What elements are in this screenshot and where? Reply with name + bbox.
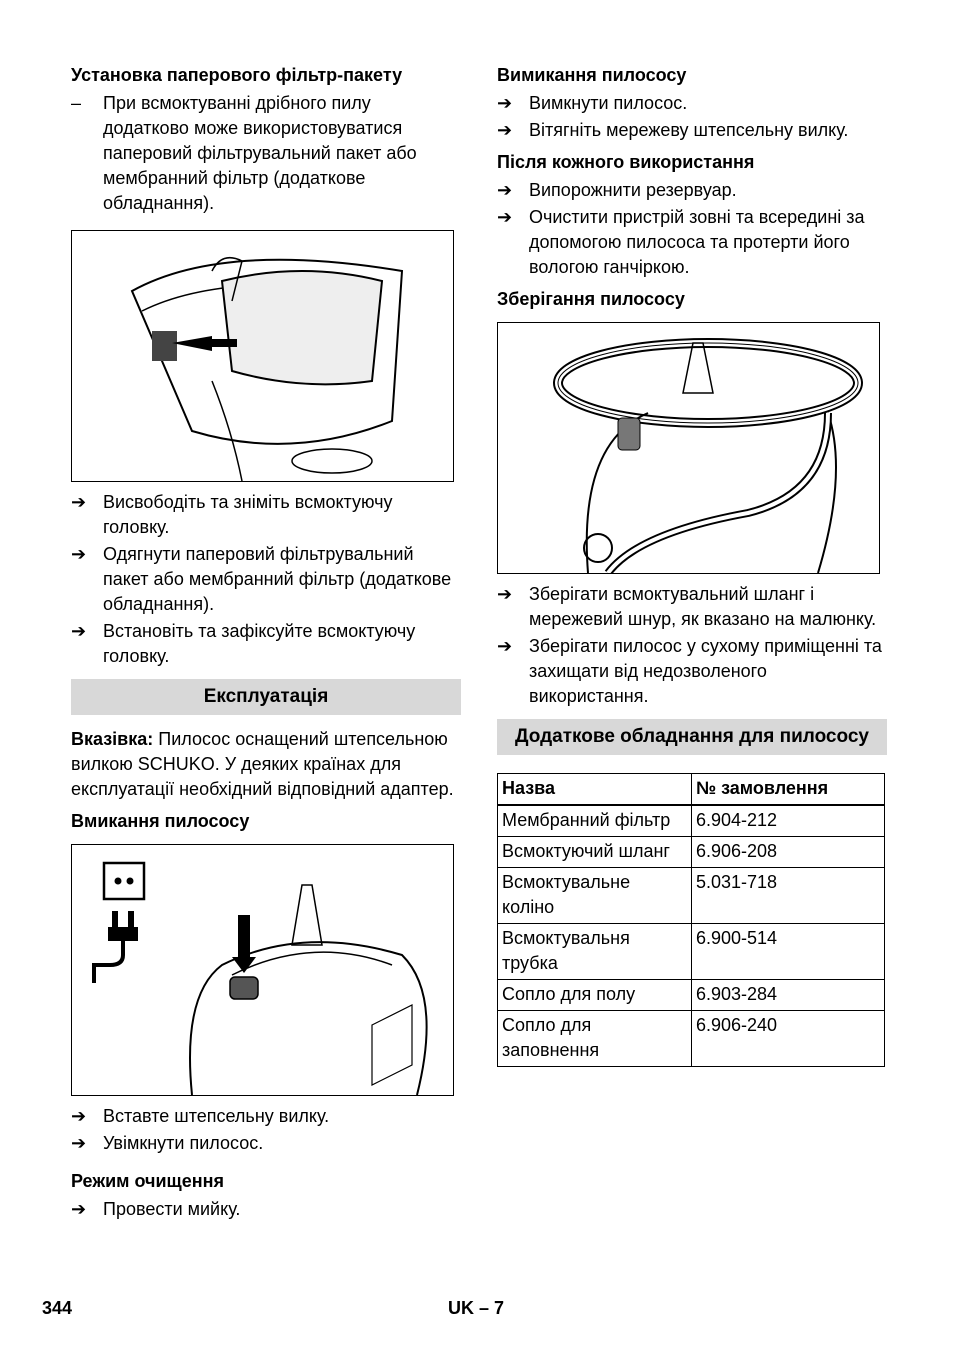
arrow-icon: ➔	[71, 621, 87, 641]
list-item: ➔ Встановіть та зафіксуйте всмоктуючу головку.	[71, 621, 416, 666]
note-label: Вказівка:	[71, 729, 154, 749]
right-column	[497, 64, 887, 1067]
list-item: ➔ Випорожнити резервуар.	[497, 178, 887, 203]
cleaning-mode-heading: Режим очищення	[71, 1171, 224, 1191]
left-column	[71, 64, 461, 1230]
arrow-icon: ➔	[497, 93, 513, 113]
arrow-icon: ➔	[497, 636, 513, 656]
arrow-icon: ➔	[71, 1133, 87, 1153]
list-item: ➔ Зберігати пилосос у сухому приміщенні та захищати від недозволеного використання.	[497, 636, 882, 706]
page-number: 344	[42, 1298, 73, 1318]
switch-off-steps	[497, 91, 887, 143]
footer-section-label	[448, 1298, 504, 1319]
note-text: Пилосос оснащений штепсельною вилкою SCHUKO. У деяких країнах для експлуатації необхідний відповідний адаптер.	[71, 729, 454, 799]
list-item: ➔ Очистити пристрій зовні та всередині за допомогою пилососа та протерти його вологою ганчіркою.	[497, 207, 865, 277]
dash-marker: –	[71, 93, 82, 113]
paper-bag-illustration	[71, 230, 454, 482]
table-row: Сопло для полу 6.903-284	[498, 980, 885, 1011]
table-row: Всмоктуючий шланг 6.906-208	[498, 837, 885, 868]
table-header-row	[498, 774, 885, 806]
operation-note	[71, 727, 461, 802]
footer-section-number: – 7	[479, 1298, 505, 1318]
paper-bag-heading: Установка паперового фільтр-пакету	[71, 65, 403, 85]
arrow-icon: ➔	[71, 544, 87, 564]
arrow-icon: ➔	[497, 180, 513, 200]
after-use-heading: Після кожного використання	[497, 152, 755, 172]
list-item: ➔ Вставте штепсельну вилку.	[71, 1104, 461, 1129]
column-header-order: № замовлення	[692, 774, 885, 806]
cleaning-mode-steps	[71, 1197, 461, 1222]
table-row: Сопло для заповнення 6.906-240	[498, 1011, 885, 1067]
vacuum-storage-image	[498, 323, 879, 573]
arrow-icon: ➔	[71, 1199, 87, 1219]
switch-on-heading: Вмикання пилососу	[71, 811, 250, 831]
list-item: ➔ Одягнути паперовий фільтрувальний пакет або мембранний фільтр (додаткове обладнання).	[71, 544, 452, 614]
accessories-section-heading: Додаткове обладнання для пилососу	[497, 719, 887, 755]
vacuum-bag-image	[72, 231, 453, 481]
arrow-icon: ➔	[497, 207, 513, 227]
storage-heading: Зберігання пилососу	[497, 289, 685, 309]
paper-bag-note: При всмоктуванні дрібного пилу додатково може використовуватися паперовий фільтрувальний пакет або мембранний фільтр (додаткове обладнання).	[103, 93, 417, 213]
list-item: ➔ Зберігати всмоктувальний шланг і мережевий шнур, як вказано на малюнку.	[497, 584, 877, 629]
switch-on-illustration	[71, 844, 454, 1096]
after-use-steps	[497, 178, 887, 280]
list-item: ➔ Висвободіть та зніміть всмоктуючу головку.	[71, 492, 393, 537]
arrow-icon: ➔	[71, 492, 87, 512]
list-item: ➔ Увімкнути пилосос.	[71, 1131, 461, 1156]
table-row: Всмоктувальня трубка 6.900-514	[498, 924, 885, 980]
list-item: ➔ Провести мийку.	[71, 1197, 461, 1222]
list-item: ➔ Вітягніть мережеву штепсельну вилку.	[497, 118, 887, 143]
arrow-icon: ➔	[497, 120, 513, 140]
switch-off-heading: Вимикання пилососу	[497, 65, 687, 85]
vacuum-switch-image	[72, 845, 453, 1095]
column-header-name: Назва	[498, 774, 692, 806]
switch-on-steps	[71, 1104, 461, 1156]
paper-bag-steps	[71, 490, 461, 669]
table-row: Всмоктувальне коліно 5.031-718	[498, 868, 885, 924]
list-item: ➔ Вимкнути пилосос.	[497, 91, 887, 116]
operation-section-heading: Експлуатація	[71, 679, 461, 715]
arrow-icon: ➔	[497, 584, 513, 604]
paper-bag-note-list	[71, 91, 461, 216]
accessories-table	[497, 773, 885, 1067]
list-item	[71, 91, 461, 216]
footer-lang-code: UK	[448, 1298, 474, 1318]
arrow-icon: ➔	[71, 1106, 87, 1126]
storage-steps	[497, 582, 887, 709]
storage-illustration	[497, 322, 880, 574]
table-row: Мембранний фільтр 6.904-212	[498, 805, 885, 837]
